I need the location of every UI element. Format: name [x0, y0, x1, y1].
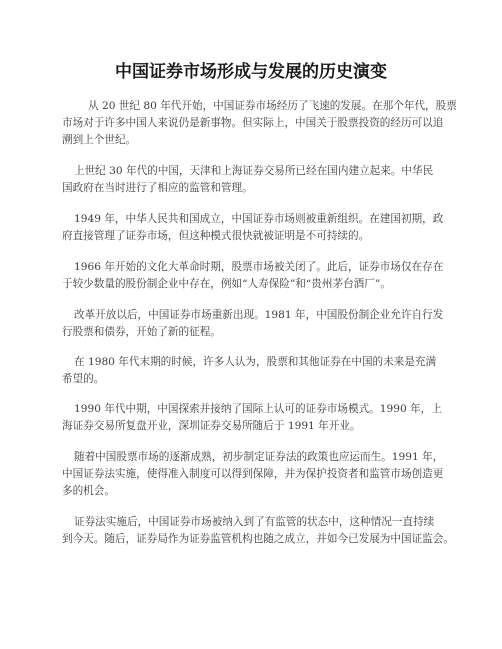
paragraph [62, 354, 442, 388]
text-line: 多的机会。 [62, 485, 115, 497]
text-line: 于较少数量的股份制企业中存在，例如“人寿保险”和“贵州茅台酒厂”。 [62, 278, 391, 290]
text-line: 上世纪 30 年代的中国，天津和上海证券交易所已经在国内建立起来。中华民 [74, 165, 434, 177]
text-line: 随着中国股票市场的逐渐成熟，初步制定证券法的政策也应运而生。1991 年， [74, 451, 444, 463]
text-line: 希望的。 [62, 373, 105, 385]
paragraph [62, 211, 442, 245]
text-line: 府直接管理了证券市场，但这种模式很快就被证明是不可持续的。 [62, 230, 370, 242]
text-line: 1966 年开始的文化大革命时期，股票市场被关闭了。此后，证券市场仅在存在 [74, 261, 444, 273]
text-line: 改革开放以后，中国证券市场重新出现。1981 年，中国股份制企业允许自行发 [74, 309, 444, 321]
text-line: 证券法实施后，中国证券市场被纳入到了有监管的状态中，这种情况一直持续 [74, 516, 435, 528]
text-line: 1990 年代中期，中国探索并接纳了国际上认可的证券市场模式。1990 年，上 [74, 403, 442, 415]
paragraph [62, 307, 442, 341]
text-line: 海证券交易所复盘开业，深圳证券交易所随后于 1991 年开业。 [62, 420, 361, 432]
paragraph [62, 163, 442, 197]
paragraph [62, 449, 442, 500]
paragraph [62, 514, 454, 548]
text-line: 到今天。随后，证券局作为证券监管机构也随之成立，并如今已发展为中国证监会。 [62, 533, 454, 545]
text-line: 1949 年，中华人民共和国成立，中国证券市场则被重新组织。在建国初期，政 [74, 213, 444, 225]
text-line: 从 20 世纪 80 年代开始，中国证券市场经历了飞速的发展。在那个年代，股票 [88, 100, 457, 112]
paragraph [62, 401, 442, 435]
text-line: 溯到上个世纪。 [62, 134, 137, 146]
paragraph [62, 98, 457, 149]
text-line: 市场对于许多中国人来说仍是新事物。但实际上，中国关于股票投资的经历可以追 [62, 117, 444, 129]
document-title: 中国证券市场形成与发展的历史演变 [115, 62, 387, 82]
text-line: 国政府在当时进行了相应的监管和管理。 [62, 182, 253, 194]
text-line: 行股票和债券，开始了新的征程。 [62, 326, 221, 338]
text-line: 中国证券法实施，使得准入制度可以得到保障，并为保护投资者和监管市场创造更 [62, 468, 444, 480]
paragraph [62, 259, 442, 293]
text-line: 在 1980 年代末期的时候，许多人认为，股票和其他证券在中国的未来是充满 [74, 356, 437, 368]
